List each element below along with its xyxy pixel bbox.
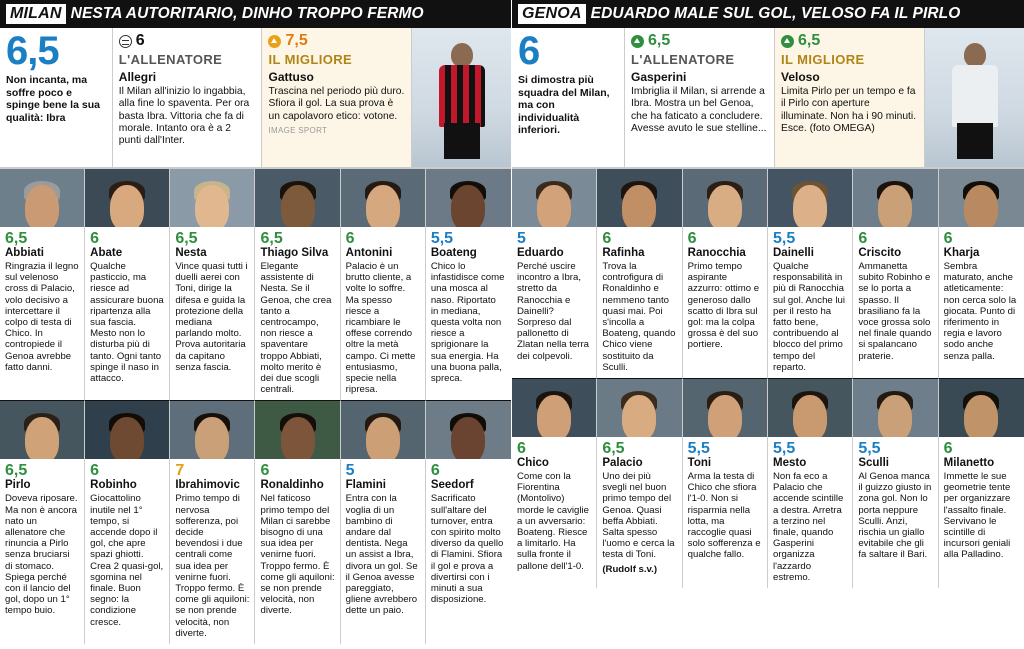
player-comment: Uno dei più svegli nel buon primo tempo del Genoa. Quasi beffa Abbiati. Salta spesso l'uomo e cerca la testa di Toni.: [602, 471, 675, 561]
player-photo: [683, 379, 767, 437]
player-name: Ranocchia: [687, 247, 746, 259]
player-vote: 5,5: [773, 230, 796, 247]
player-vote: 5: [517, 230, 526, 247]
player-vote: 6: [260, 462, 270, 480]
player-photo: [341, 169, 425, 227]
player-photo: [255, 169, 339, 227]
player-name: Criscito: [858, 247, 902, 259]
player-rating-cell: [683, 168, 768, 378]
genoa-best-label: IL MIGLIORE: [781, 52, 865, 67]
player-name: Sculli: [858, 457, 890, 470]
player-vote: 6: [943, 440, 953, 458]
player-rating-cell: [426, 168, 511, 400]
player-vote: 6,5: [5, 230, 28, 247]
player-comment: Arma la testa di Chico che sfiora l'1-0. Non si risparmia nella lotta, ma raccoglie quasi solo sofferenza e qualche fallo.: [687, 471, 761, 561]
player-comment: Qualche pasticcio, ma riesce ad assicurare buona ripartenza alla sua fascia. Mesto non lo disturba più di tanto. Ogni tanto spinge il naso in attacco.: [90, 261, 164, 385]
player-name: Mesto: [773, 457, 807, 470]
genoa-action-photo: [924, 28, 1024, 167]
player-figure-icon: [412, 37, 511, 167]
player-name: Seedorf: [430, 479, 474, 492]
milan-coach-name: Allegri: [118, 70, 157, 84]
player-rating-cell: [85, 400, 170, 644]
player-photo: [683, 169, 767, 227]
player-vote: 6,5: [5, 462, 28, 480]
up-arrow-green-icon: [781, 35, 794, 48]
player-name: Milanetto: [943, 457, 995, 470]
player-photo: [255, 401, 339, 459]
genoa-coach-block: [624, 28, 774, 167]
genoa-coach-rating: 6,5: [648, 32, 671, 49]
player-vote: 5,5: [858, 440, 881, 458]
player-name: Abbiati: [5, 247, 44, 259]
player-photo: [512, 379, 596, 437]
player-photo: [85, 169, 169, 227]
player-comment: Perché uscire incontro a Ibra, stretto da Ranocchia e Dainelli? Sorpreso dal pallonetto di Zlatan nella terra dei colpevoli.: [517, 261, 589, 362]
player-name: Boateng: [430, 247, 477, 259]
player-name: Antonini: [345, 247, 393, 259]
milan-team-vote: 6,5: [6, 29, 59, 73]
genoa-best-text: Limita Pirlo per un tempo e fa il Pirlo con aperture illuminate. Non ha i 90 minuti. Esce. (foto OMEGA): [781, 86, 917, 134]
player-photo: [170, 169, 254, 227]
milan-team-name: MILAN: [6, 4, 66, 24]
genoa-coach-rating-row: [631, 32, 768, 50]
player-photo: [512, 169, 596, 227]
player-comment: Sembra maturato, anche atleticamente: non cerca solo la giocata. Punto di riferimento in regia e lavoro sodo anche senza palla.: [943, 261, 1017, 362]
player-comment: Primo tempo aspirante azzurro: ottimo e generoso dallo scatto di Ibra sul gol: ma la colpa grossa è del suo portiere.: [687, 261, 760, 351]
genoa-coach-text: Imbriglia il Milan, si arrende a Ibra. Mostra un bel Genoa, che ha faticato a concludere. Avesse avuto le sue stelline...: [631, 86, 767, 134]
milan-best-label: IL MIGLIORE: [268, 52, 353, 67]
milan-coach-label: L'ALLENATORE: [118, 52, 223, 67]
player-rating-cell: [853, 168, 938, 378]
genoa-header: [512, 0, 1024, 28]
player-rating-cell: [597, 168, 682, 378]
genoa-best-rating: 6,5: [798, 32, 821, 49]
player-vote: 6,5: [175, 230, 198, 247]
player-photo: [768, 169, 852, 227]
milan-headline: NESTA AUTORITARIO, DINHO TROPPO FERMO: [70, 5, 424, 22]
genoa-coach-label: L'ALLENATORE: [631, 52, 735, 67]
player-name: Eduardo: [517, 247, 564, 259]
milan-best-name: Gattuso: [268, 70, 314, 84]
milan-coach-text: Il Milan all'inizio lo ingabbia, alla fine lo spaventa. Per ora basta Ibra. Vittoria che fa di morale. Intanto ora è a 2 punti dall'Inter.: [118, 86, 250, 147]
player-rating-cell: [939, 378, 1024, 588]
equal-icon: [119, 35, 132, 48]
milan-photo-credit: IMAGE SPORT: [268, 125, 328, 135]
milan-coach-rating: 6: [135, 32, 145, 49]
up-arrow-green-icon: [631, 35, 644, 48]
player-comment: Palacio è un brutto cliente, a volte lo soffre. Ma spesso riesce a ricambiare le offese correndo oltre la metà campo. Ci mette entusiasmo, specie nella ripresa.: [345, 261, 416, 396]
milan-team-vote-note: Non incanta, ma soffre poco e spinge bene la sua qualità: Ibra: [6, 74, 100, 124]
player-comment: Come con la Fiorentina (Montolivo) morde le caviglie a un avversario: Boateng. Riesce a limitarlo. Ha sulla fronte il pallone dell'1-0.: [517, 471, 589, 572]
player-comment: Al Genoa manca il guizzo giusto in zona gol. Non lo porta neppure Sculli. Anzi, rischia un giallo evitabile che gli fa saltare il Bari.: [858, 471, 932, 561]
player-rating-cell: [341, 400, 426, 644]
player-rating-cell: [170, 168, 255, 400]
player-vote: 6,5: [260, 230, 283, 247]
player-comment: Trova la controfigura di Ronaldinho e nemmeno tanto quasi mai. Poi s'incolla a Boateng, quando Chico viene sostituito da Sculli.: [602, 261, 676, 373]
player-name: Ibrahimovic: [175, 479, 240, 492]
milan-action-photo: [411, 28, 511, 167]
player-photo: [597, 379, 681, 437]
milan-coach-block: [112, 28, 262, 167]
player-name: Kharja: [943, 247, 980, 259]
player-photo: [0, 401, 84, 459]
milan-team-vote-block: [0, 28, 112, 167]
player-photo: [597, 169, 681, 227]
player-name: Nesta: [175, 247, 207, 259]
player-rating-cell: [255, 400, 340, 644]
player-name: Dainelli: [773, 247, 814, 259]
player-vote: 6: [943, 230, 953, 247]
player-vote: 6: [858, 230, 868, 247]
player-rating-cell: [768, 168, 853, 378]
player-rating-cell: [255, 168, 340, 400]
player-comment: Chico lo infastidisce come una mosca al naso. Riportato in mediana, questa volta non riesce a sprigionare la sua energia. Ha una buona palla, spreca.: [430, 261, 505, 385]
genoa-team-vote: 6: [518, 29, 540, 73]
milan-header: [0, 0, 511, 28]
player-photo: [768, 379, 852, 437]
milan-player-grid-row2: [0, 400, 511, 644]
player-name: Thiago Silva: [260, 247, 329, 259]
player-vote: 5: [345, 462, 355, 480]
player-rating-cell: [939, 168, 1024, 378]
player-comment: Sacrificato sull'altare del turnover, entra con spirito molto diverso da quello di Flamini. Sfiora il gol e prova a divertirsi con i minuti a sua disposizione.: [430, 493, 504, 606]
genoa-best-block: [774, 28, 924, 167]
player-extra-note: (Rudolf s.v.): [602, 563, 658, 575]
player-vote: 6: [345, 230, 355, 247]
player-photo: [85, 401, 169, 459]
player-vote: 6: [517, 440, 526, 458]
player-rating-cell: [426, 400, 511, 644]
player-comment: Entra con la voglia di un bambino di andare dal dentista. Nega un assist a Ibra, divora un gol. Se il Genoa avesse pareggiato, gliene avrebbero dette un paio.: [345, 493, 418, 617]
player-comment: Primo tempo di nervosa sofferenza, poi decide bevendosi i due centrali come sua idea per venirne fuori. Troppo fermo. È come gli aquiloni: se non prende velocità, non diverte.: [175, 493, 250, 639]
player-rating-cell: [85, 168, 170, 400]
player-comment: Ammanetta subito Robinho e se lo porta a spasso. Il brasiliano fa la voce grossa solo nel finale quando si spalancano praterie.: [858, 261, 932, 362]
player-photo: [426, 401, 511, 459]
genoa-player-grid-row2: [512, 378, 1024, 588]
player-name: Robinho: [90, 479, 137, 492]
player-vote: 5,5: [773, 440, 796, 458]
milan-best-rating-row: [268, 32, 405, 50]
player-comment: Immette le sue geometrie tente per organizzare l'assalto finale. Servivano le scintille di incursori geniali alla Palladino.: [943, 471, 1011, 561]
genoa-team-vote-block: [512, 28, 624, 167]
player-photo: [853, 169, 937, 227]
player-vote: 5,5: [430, 230, 454, 247]
player-comment: Nel faticoso primo tempo del Milan ci sarebbe bisogno di una sua idea per venirne fuori. Troppo fermo. È come gli aquiloni: se non prende velocità, non diverte.: [260, 493, 335, 617]
genoa-team-name: GENOA: [518, 4, 586, 24]
player-name: Flamini: [345, 479, 386, 492]
genoa-section: [512, 0, 1024, 649]
player-comment: Non fa eco a Palacio che accende scintille a destra. Arretra a terzino nel finale, quando Gasperini organizza l'azzardo estremo.: [773, 471, 844, 583]
player-vote: 6: [90, 230, 100, 247]
player-comment: Doveva riposare. Ma non è ancora nato un allenatore che rinuncia a Pirlo senza bruciarsi di stomaco. Spiega perché con il lancio del gol, dopo un 1° tempo buio.: [5, 493, 78, 617]
player-photo: [939, 379, 1024, 437]
milan-summary-row: [0, 28, 511, 168]
player-name: Chico: [517, 457, 549, 470]
player-comment: Ringrazia il legno sul velenoso cross di Palacio, volo decisivo a intercettare il colpo di testa di Chico. In contropiede il Genoa avrebbe fatto danni.: [5, 261, 79, 373]
genoa-player-grid-row1: [512, 168, 1024, 378]
player-photo: [853, 379, 937, 437]
player-vote: 6: [90, 462, 100, 480]
player-photo: [426, 169, 511, 227]
player-photo: [170, 401, 254, 459]
genoa-coach-name: Gasperini: [631, 70, 687, 84]
player-comment: Qualche responsabilità in più di Ranocchia sul gol. Anche lui per il resto ha fatto bene, contribuendo al blocco del primo tempo del reparto.: [773, 261, 845, 373]
player-vote: 6: [602, 230, 612, 247]
genoa-best-name: Veloso: [781, 70, 820, 84]
milan-coach-rating-row: [119, 32, 256, 50]
player-photo: [939, 169, 1024, 227]
player-vote: 6: [430, 462, 440, 480]
milan-player-grid-row1: [0, 168, 511, 400]
player-name: Palacio: [602, 457, 643, 470]
milan-best-block: [261, 28, 411, 167]
player-comment: Giocattolino inutile nel 1° tempo, si accende dopo il gol, che apre spazi ghiotti. Crea 2 quasi-gol, sgomina nel finale. Buon segno: la condizione cresce.: [90, 493, 164, 628]
player-photo: [341, 401, 425, 459]
player-photo: [0, 169, 84, 227]
player-name: Abate: [90, 247, 123, 259]
player-rating-cell: [0, 168, 85, 400]
player-vote: 6: [687, 230, 697, 247]
genoa-summary-row: [512, 28, 1024, 168]
player-name: Pirlo: [5, 479, 31, 492]
genoa-best-rating-row: [781, 32, 918, 50]
player-rating-cell: [170, 400, 255, 644]
player-name: Toni: [687, 457, 712, 470]
player-comment: Elegante assistente di Nesta. Se il Genoa, che crea tanto a centrocampo, non riesce a spaventare troppo Abbiati, molto merito è dei due scogli centrali.: [260, 261, 332, 396]
player-rating-cell: [853, 378, 938, 588]
genoa-headline: EDUARDO MALE SUL GOL, VELOSO FA IL PIRLO: [590, 5, 961, 22]
genoa-team-vote-note: Si dimostra più squadra del Milan, ma con individualità inferiori.: [518, 74, 610, 136]
player-vote: 6,5: [602, 440, 625, 458]
player-rating-cell: [597, 378, 682, 588]
player-rating-cell: [512, 168, 597, 378]
player-figure-icon: [925, 37, 1024, 167]
player-rating-cell: [512, 378, 597, 588]
player-name: Rafinha: [602, 247, 645, 259]
player-rating-cell: [683, 378, 768, 588]
milan-best-text: Trascina nel periodo più duro. Sfiora il gol. La sua prova è un capolavoro etico: votone.: [268, 86, 405, 122]
player-name: Ronaldinho: [260, 479, 324, 492]
player-comment: Vince quasi tutti i duelli aerei con Toni, dirige la difesa e guida la protezione della mediana parlando molto. Prova autoritaria da capitano senza fascia.: [175, 261, 248, 373]
player-rating-cell: [768, 378, 853, 588]
up-arrow-icon: [268, 35, 281, 48]
player-vote: 5,5: [687, 440, 710, 458]
player-rating-cell: [0, 400, 85, 644]
milan-best-rating: 7,5: [285, 32, 308, 49]
player-vote: 7: [175, 462, 185, 480]
player-rating-cell: [341, 168, 426, 400]
